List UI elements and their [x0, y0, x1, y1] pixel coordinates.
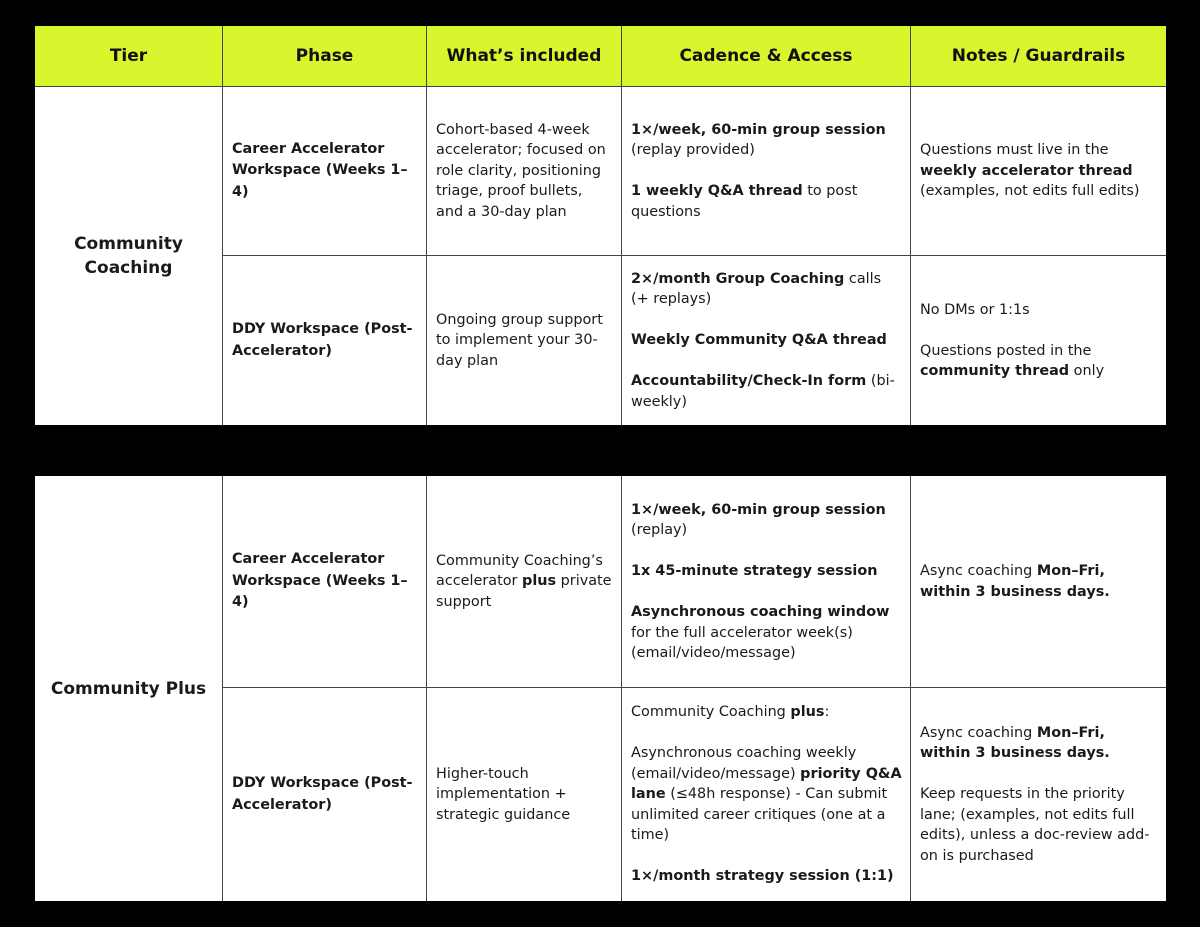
text: Async coaching — [920, 563, 1037, 579]
bold-text: Mon–Fri, within 3 business days. — [920, 563, 1110, 600]
included-cell — [427, 256, 622, 425]
text-block — [436, 551, 613, 613]
text-block — [631, 371, 902, 412]
text-block — [631, 120, 902, 161]
text: Ongoing group support to implement your 30-day plan — [436, 311, 603, 369]
text-block — [920, 561, 1158, 602]
text-block — [631, 866, 902, 887]
text: Community Coaching — [631, 704, 791, 721]
community-coaching-table — [35, 26, 1166, 425]
text: (replay) — [631, 522, 688, 538]
tier-community-coaching: Community Coaching — [35, 87, 223, 425]
notes-cell — [911, 256, 1166, 425]
text: Higher-touch implementation + strategic guidance — [436, 765, 571, 823]
text: Cohort-based 4-week accelerator; focused on role clarity, positioning triage, proof bullets, and a 30-day plan — [436, 121, 606, 220]
header-tier: Tier — [35, 26, 223, 87]
text: Questions must live in the — [920, 142, 1109, 159]
text-block — [631, 743, 902, 846]
cadence-cell — [622, 476, 911, 688]
text-block — [631, 330, 902, 351]
header-cadence-access: Cadence & Access — [622, 26, 911, 87]
text-block — [920, 140, 1158, 202]
text: calls (+ replays) — [631, 270, 882, 308]
text: (examples, not edits full edits) — [920, 183, 1140, 200]
phase-cell: Career Accelerator Workspace (Weeks 1–4) — [223, 476, 427, 688]
text-block — [920, 784, 1158, 866]
bold-text: weekly accelerator thread — [920, 162, 1133, 179]
bold-text: plus — [790, 704, 825, 721]
cadence-cell — [622, 688, 911, 901]
text: : — [824, 704, 830, 721]
text-block — [631, 602, 902, 664]
text: Questions posted in the — [920, 342, 1092, 359]
text-block — [920, 300, 1158, 321]
bold-text: Accountability/Check-In form — [631, 373, 867, 390]
bold-text: Asynchronous coaching window — [631, 604, 890, 620]
text: for the full accelerator week(s) (email/video/message) — [631, 624, 853, 661]
text: Keep requests in the priority lane; (examples, not edits full edits), unless a doc-review add-on is purchased — [920, 786, 1150, 864]
text-block — [631, 269, 902, 310]
text-block — [920, 723, 1158, 764]
bold-text: 1x 45-minute strategy session — [631, 563, 878, 579]
header-phase: Phase — [223, 26, 427, 87]
text: (≤48h response) - Can submit unlimited career critiques (one at a time) — [631, 786, 888, 844]
cadence-cell — [622, 87, 911, 256]
text: Async coaching — [920, 724, 1037, 741]
bold-text: 1×/week, 60-min group session — [631, 501, 886, 518]
bold-text: priority Q&A lane — [631, 765, 902, 803]
phase-cell: Career Accelerator Workspace (Weeks 1–4) — [223, 87, 427, 256]
text: to post questions — [631, 183, 858, 220]
text-block — [631, 702, 902, 723]
text-block — [436, 120, 613, 223]
header-notes-guardrails: Notes / Guardrails — [911, 26, 1166, 87]
text: Community Coaching’s accelerator — [436, 552, 603, 590]
included-cell — [427, 476, 622, 688]
notes-cell — [911, 476, 1166, 688]
bold-text: community thread — [920, 363, 1070, 379]
tier-community-plus: Community Plus — [35, 476, 223, 901]
community-plus-table — [35, 476, 1166, 901]
text: Asynchronous coaching weekly (email/video/message) — [631, 745, 857, 782]
text-block — [920, 341, 1158, 382]
bold-text: plus — [522, 573, 557, 590]
text: No DMs or 1:1s — [920, 301, 1030, 318]
text-block — [631, 500, 902, 541]
text-block — [631, 561, 902, 582]
notes-cell — [911, 688, 1166, 901]
text-block — [436, 310, 613, 372]
text: only — [1069, 363, 1105, 379]
bold-text: 1×/week, 60-min group session — [631, 121, 886, 138]
included-cell — [427, 87, 622, 256]
phase-cell: DDY Workspace (Post-Accelerator) — [223, 688, 427, 901]
text: (bi-weekly) — [631, 373, 895, 410]
bold-text: 2×/month Group Coaching — [631, 270, 845, 287]
header-whats-included: What’s included — [427, 26, 622, 87]
text-block — [436, 764, 613, 826]
bold-text: 1×/month strategy session (1:1) — [631, 868, 894, 885]
bold-text: 1 weekly Q&A thread — [631, 183, 803, 200]
bold-text: Mon–Fri, within 3 business days. — [920, 724, 1110, 762]
text: (replay provided) — [631, 142, 755, 159]
text-block — [631, 181, 902, 222]
cadence-cell — [622, 256, 911, 425]
text: private support — [436, 573, 612, 610]
bold-text: Weekly Community Q&A thread — [631, 332, 887, 349]
notes-cell — [911, 87, 1166, 256]
phase-cell: DDY Workspace (Post-Accelerator) — [223, 256, 427, 425]
included-cell — [427, 688, 622, 901]
